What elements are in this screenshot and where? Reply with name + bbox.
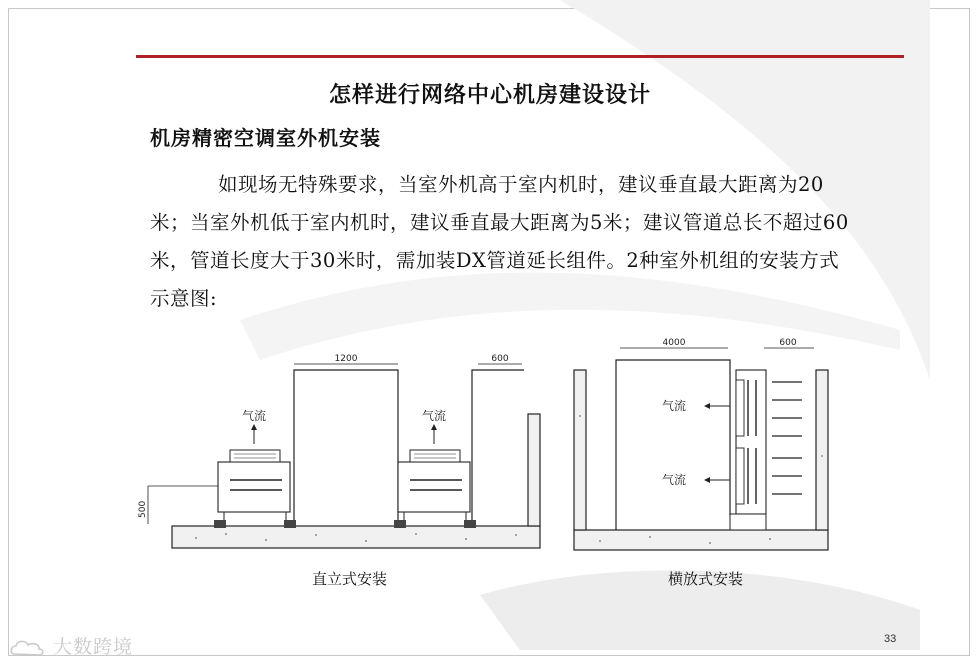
horizontal-dim-gap: 600 xyxy=(779,338,797,348)
title-rule xyxy=(136,55,904,58)
vertical-dim-height: 500 xyxy=(138,500,148,518)
slide-title: 怎样进行网络中心机房建设设计 xyxy=(328,82,651,108)
vertical-dim-gap: 600 xyxy=(491,354,509,364)
horizontal-install-caption: 横放式安装 xyxy=(668,570,744,588)
horizontal-install-diagram xyxy=(570,336,836,552)
airflow-label-right: 气流 xyxy=(421,409,447,423)
vertical-install-diagram xyxy=(136,350,556,560)
page-number: 33 xyxy=(884,633,897,645)
watermark xyxy=(10,632,133,659)
cloud-logo-icon xyxy=(10,638,46,658)
airflow-label-lower: 气流 xyxy=(661,473,687,487)
watermark-text: 大数跨境 xyxy=(53,636,134,658)
outdoor-unit-right xyxy=(394,408,476,528)
airflow-label-left: 气流 xyxy=(241,409,267,423)
slide-subtitle: 机房精密空调室外机安装 xyxy=(150,126,381,150)
body-paragraph: 如现场无特殊要求，当室外机高于室内机时，建议垂直最大距离为20米；当室外机低于室内机时，建议垂直最大距离为5米；建议管道总长不超过60米，管道长度大于30米时，需加装DX管道延长组件。2种室外机组的安装方式示意图: xyxy=(150,173,849,310)
airflow-label-upper: 气流 xyxy=(661,399,687,413)
horizontal-dim-width: 4000 xyxy=(662,338,686,348)
vertical-install-caption: 直立式安装 xyxy=(312,570,388,588)
outdoor-unit-left xyxy=(214,408,296,528)
outdoor-unit-stacked xyxy=(704,370,802,530)
vertical-dim-width: 1200 xyxy=(334,354,358,364)
